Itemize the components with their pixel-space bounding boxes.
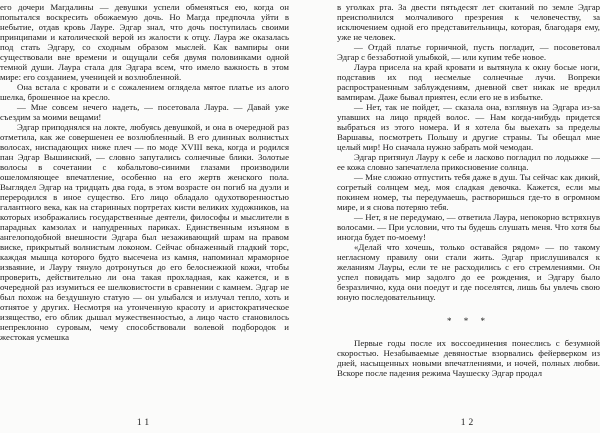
paragraph: Она встала с кровати и с сожалением оглядела мятое платье из алого шелка, брошенное на кресло. (0, 82, 289, 102)
paragraph: — Мне совсем нечего надеть, — посетовала Лаура. — Давай уже съездим за моими вещами! (0, 102, 289, 122)
right-page-text (337, 0, 600, 408)
paragraph: Лаура присела на край кровати и вытянула к окну босые ноги, подставив их под несмелые солнечные лучи. Вопреки распространенным заблуждениям, дневной свет никак не вредил вампирам. Даже бывал приятен, если его не в избытке. (337, 62, 600, 102)
paragraph: Эдгар приподнялся на локте, любуясь девушкой, и она в очередной раз отметила, как же совершенен ее возлюбленный. В его длинных волнистых волосах, ниспадающих ниже плеч — по моде XVIII века, когда и родился пан Эдгар Вышинский, — словно запутались солнечные блики. Золотые волосы в сочетании с кобальтово-синими глазами производили ошеломляющее впечатление, особенно на его жертв женского пола. Выглядел Эдгар на тридцать два года, в этом возрасте он погиб на дуэли и переродился в иное существо. Его лицо обладало одухотворенностью галантного века, как на старинных портретах кисти великих художников, на которых изображались государственные деятели, философы и мыслители в парадных камзолах и напудренных париках. Единственным изъяном в ангелоподобной внешности Эдгара был незаживающий шрам на правом виске, прикрытый волнистым локоном. Сейчас обнаженный гладкий торс, каждая мышца которого будто высечена из камня, напоминал мраморное изваяние, и Лауру тянуло дотронуться до его белоснежной кожи, чтобы проверить, действительно ли она такая прохладная, как кажется, и в очередной раз изумиться ее шелковистости в сравнении с камнем. Эдгар не был похож на бездушную статую — он улыбался и излучал тепло, хоть и отнятое у других. Несмотря на утонченную красоту и аристократическое изящество, его облик дышал мужественностью, а лицо часто становилось непреклонно суровым, чему способствовали волевой подбородок и жестокая усмешка (0, 122, 289, 342)
paragraph: — Нет, так не пойдет, — сказала она, взглянув на Эдгара из-за упавших на лицо прядей волос. — Нам когда-нибудь придется выбраться из этого номера. И я хотела бы выехать за пределы Варшавы, посмотреть Польшу и другие страны. Ты обещал мне целый мир! Но сначала нужно забрать мой чемодан. (337, 102, 600, 152)
paragraph: в уголках рта. За двести пятьдесят лет скитаний по земле Эдгар преисполнился молчаливого презрения к человечеству, за исключением одной его представительницы, которая, благодаря ему, уже не человек. (337, 2, 600, 42)
paragraph: — Нет, я не передумаю, — ответила Лаура, непокорно встряхнув волосами. — При условии, что ты будешь слушать меня. Что хотя бы иногда будет по-моему! (337, 212, 600, 242)
paragraph: его дочери Магдалины — девушки успели обменяться ею, когда он попытался воскресить обожаемую дочь. Но Магда предпочла уйти в небытие, отдав кровь Лауре. Эдгар знал, что дочь поступилась своими принципами и католической верой из жалости к отцу. Лаура же оказалась под стать Эдгару, со сходным образом мыслей. Как вампиры они существовали вне времени и ощущали себя двумя половинками одной темной души. Лаура стала для Эдгара всем, что имело важность в этом мире: его созданием, ученицей и возлюбленной. (0, 2, 289, 82)
paragraph: Первые годы после их воссоединения понеслись с безумной скоростью. Незабываемые девяностые взорвались фейерверком из дней, насыщенных новыми впечатлениями, и ночей, полных любви. Вскоре после падения режима Чаушеску Эдгар продал (337, 338, 600, 378)
section-separator: * * * (447, 316, 490, 326)
paragraph: — Мне сложно отпустить тебя даже в душ. Ты сейчас как дикий, согретый солнцем мед, моя сладкая девочка. Кажется, если мы покинем номер, ты передумаешь, растворишься где-то в огромном мире, и я снова потеряю тебя. (337, 172, 600, 212)
paragraph: — Отдай платье горничной, пусть погладит, — посоветовал Эдгар с беззаботной улыбкой, — или купим тебе новое. (337, 42, 600, 62)
paragraph: «Делай что хочешь, только оставайся рядом» — по такому негласному правилу они стали жить. Эдгар прислушивался к желаниям Лауры, если те не расходились с его стремлениями. Он успел повидать мир задолго до ее рождения, и Эдгару было безразлично, куда они поедут и где поселятся, лишь бы увлечь свою юную последовательницу. (337, 242, 600, 302)
left-page-text (0, 0, 289, 408)
right-page-number: 12 (460, 418, 477, 428)
paragraph: Эдгар притянул Лауру к себе и ласково погладил по лодыжке — ее кожа словно запечатлела прикосновение солнца. (337, 152, 600, 172)
left-page (0, 0, 289, 433)
left-page-number: 11 (136, 418, 153, 428)
right-page (337, 0, 600, 433)
